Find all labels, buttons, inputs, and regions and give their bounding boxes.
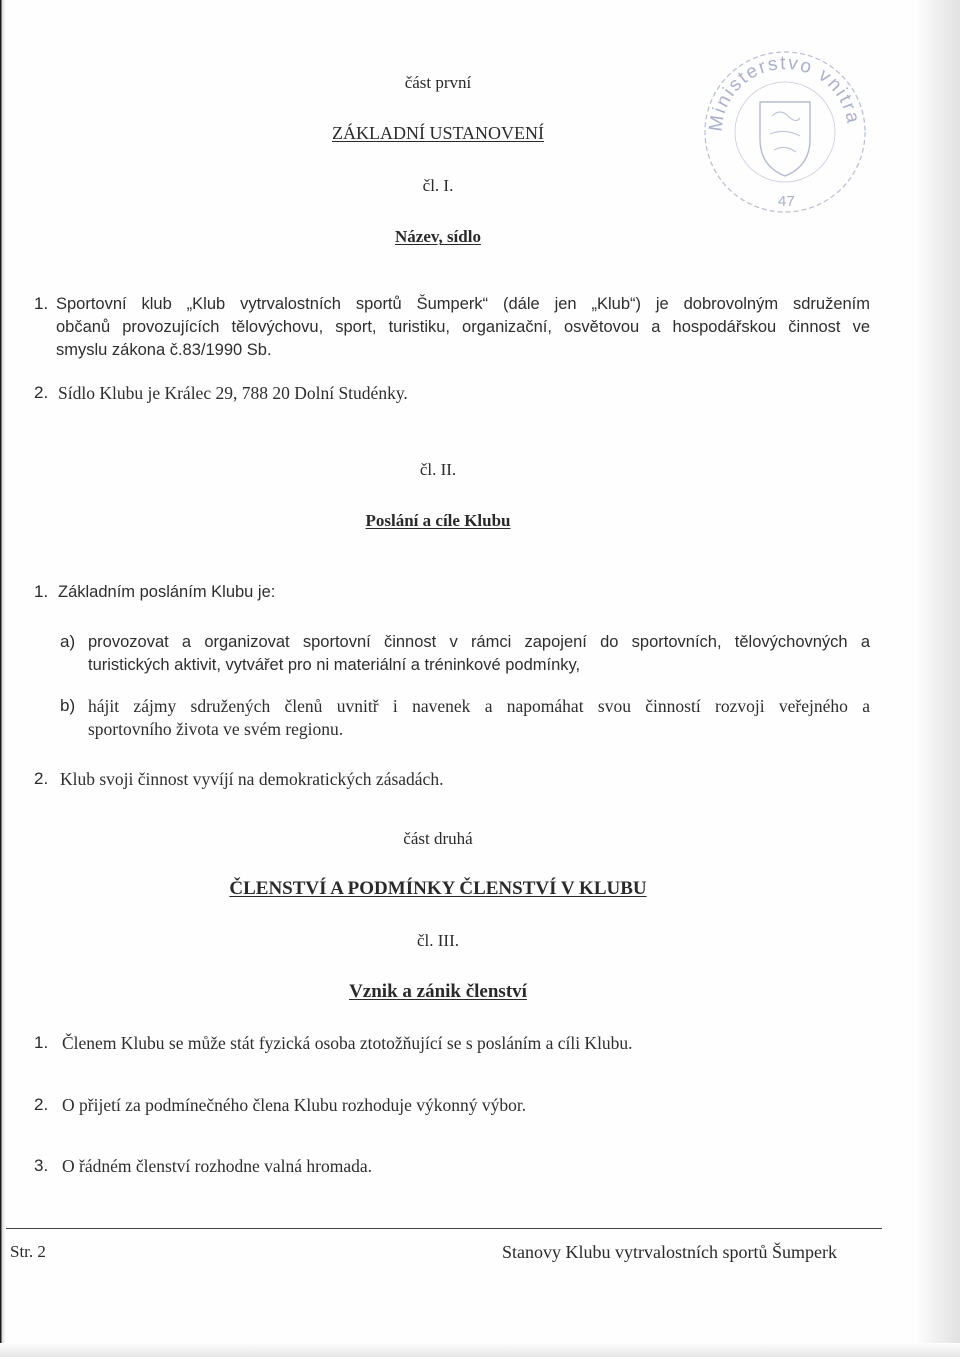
art2-sub-a-line1: provozovat a organizovat sportovní činnost v rámci zapojení do sportovních, tělovýchovných a [88, 633, 870, 651]
art1-item1-line1: Sportovní klub „Klub vytrvalostních sportů Šumperk“ (dále jen „Klub“) je dobrovolným sdružením [56, 295, 870, 313]
art2-sub-a-letter: a) [60, 632, 76, 651]
part2-heading: ČLENSTVÍ A PODMÍNKY ČLENSTVÍ V KLUBU [229, 878, 647, 899]
art3-item3-text: O řádném členství rozhodne valná hromada. [62, 1156, 373, 1176]
part2-label: část druhá [403, 829, 473, 848]
art2-item2-num: 2. [34, 769, 49, 788]
art3-title: Vznik a zánik členství [349, 981, 527, 1002]
svg-text:47: 47 [778, 193, 795, 210]
art3-item2-text: O přijetí za podmínečného člena Klubu rozhoduje výkonný výbor. [62, 1095, 527, 1115]
part1-heading: ZÁKLADNÍ USTANOVENÍ [331, 123, 545, 143]
art1-item2-text: Sídlo Klubu je Králec 29, 788 20 Dolní Studénky. [58, 383, 408, 403]
art2-item2-text: Klub svoji činnost vyvíjí na demokratických zásadách. [60, 769, 444, 789]
art2-number: čl. II. [419, 460, 457, 479]
scan-edge-bottom [0, 1343, 960, 1357]
art1-number: čl. I. [422, 176, 454, 195]
art3-item3-num: 3. [34, 1156, 49, 1175]
art2-sub-b-letter: b) [60, 696, 76, 715]
art2-item1-text: Základním posláním Klubu je: [58, 583, 276, 601]
footer-document-title: Stanovy Klubu vytrvalostních sportů Šumperk [502, 1242, 837, 1262]
art2-title: Poslání a cíle Klubu [365, 511, 511, 530]
scan-edge-right [916, 0, 960, 1357]
scan-edge-left [0, 0, 5, 1357]
art1-item1-line2: občanů provozujících tělovýchovu, sport, turistiku, organizační, osvětovou a hospodářskou činnost ve [56, 318, 870, 336]
art2-sub-b-line1: hájit zájmy sdružených členů uvnitř i navenek a napomáhat svou činností rozvoji veřejného a [88, 696, 870, 716]
art1-title: Název, sídlo [395, 227, 481, 246]
art3-number: čl. III. [416, 931, 459, 950]
art3-item1-num: 1. [34, 1033, 49, 1052]
part1-label: část první [404, 73, 472, 92]
art2-item1-num: 1. [34, 582, 49, 601]
footer-rule [6, 1228, 882, 1229]
art3-item2-num: 2. [34, 1095, 49, 1114]
art2-sub-a-line2: turistických aktivit, vytvářet pro ni materiální a tréninkové podmínky, [88, 656, 581, 674]
art3-item1-text: Členem Klubu se může stát fyzická osoba ztotožňující se s posláním a cíli Klubu. [62, 1033, 633, 1053]
footer-page-number: Str. 2 [10, 1242, 46, 1261]
art2-sub-b-line2: sportovního života ve svém regionu. [88, 719, 344, 739]
art1-item1-line3: smyslu zákona č.83/1990 Sb. [56, 341, 272, 359]
svg-text:Ministerstvo vnitra: Ministerstvo vnitra [705, 52, 864, 133]
art1-item2-num: 2. [34, 383, 49, 402]
art1-item1-num: 1. [34, 294, 49, 313]
